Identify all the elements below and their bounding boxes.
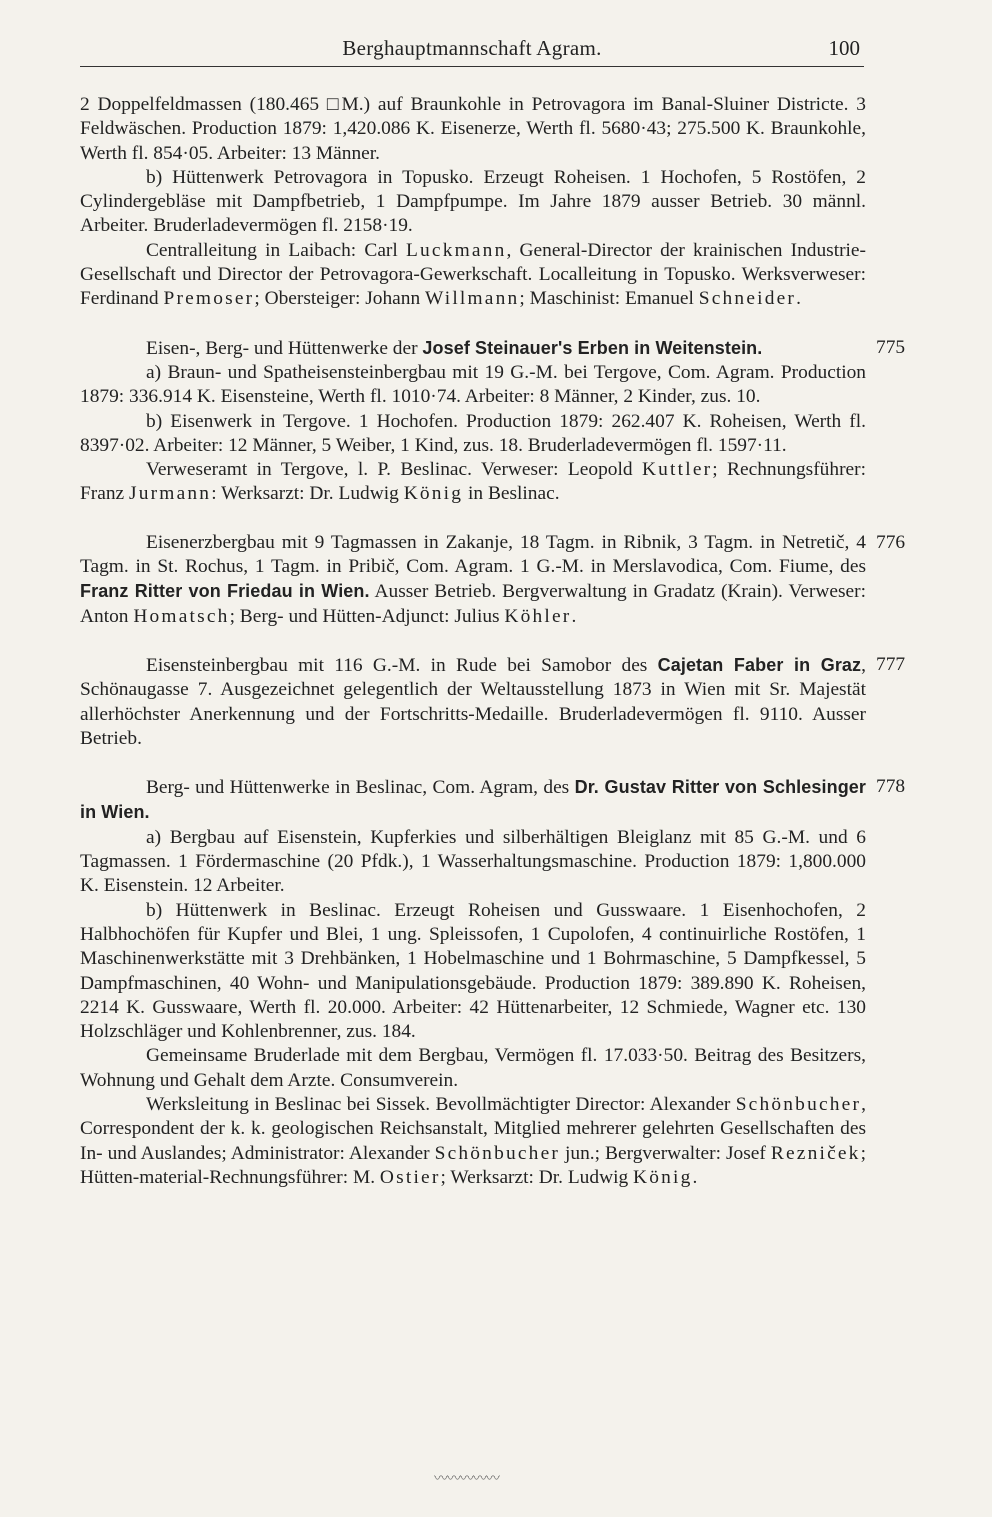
paragraph xyxy=(80,1093,866,1190)
text: ; Hütten-material-Rechnungsführer: M. xyxy=(80,1142,866,1188)
person-name: Köhler xyxy=(504,605,572,627)
entry-heading xyxy=(80,775,866,826)
person-name: Rezniček xyxy=(770,1142,861,1164)
text: a) Braun- und Spatheisensteinbergbau mit 19 G.-M. bei Tergove, Com. Agram. Production 1879: 336.914 K. Eisensteine, Werth fl. 1010·74. Arbeiter: 8 Männer, 2 Kinder, zus. 10. xyxy=(80,361,866,408)
text: a) Bergbau auf Eisenstein, Kupferkies und silberhältigen Bleiglanz mit 85 G.-M. und 6 Tagmassen. 1 Fördermaschine (20 Pfdk.), 1 Wasserhaltungsmaschine. Production 1879: 1,800.000 K. Eisenstein. 12 Arbeiter. xyxy=(80,826,866,897)
entry-number: 776 xyxy=(876,531,906,553)
person-name: Schönbucher xyxy=(735,1093,862,1115)
text: Gemeinsame Bruderlade mit dem Bergbau, Vermögen fl. 17.033·50. Beitrag des Besitzers, Wohnung und Gehalt dem Arzte. Consumverein. xyxy=(80,1045,866,1091)
text: b) Eisenwerk in Tergove. 1 Hochofen. Production 1879: 262.407 K. Roheisen, Werth fl. 8397·02. Arbeiter: 12 Männer, 5 Weiber, 1 Kind, zus. 18. Bruderladevermögen fl. 1597·11. xyxy=(80,410,866,456)
text: , General-Director der krainischen Industrie-Gesellschaft und Director der Petrovagora-Gewerkschaft. Localleitung in Topusko. Werksverweser: Ferdinand xyxy=(80,239,866,310)
owner-name: Dr. Gustav Ritter von Schlesinger in Wien. xyxy=(80,777,866,823)
owner-name: Cajetan Faber in Graz xyxy=(657,654,862,675)
page-body xyxy=(80,93,906,1190)
running-header xyxy=(80,36,864,67)
text: Eisen-, Berg- und Hüttenwerke der xyxy=(146,337,423,359)
text: Centralleitung in Laibach: Carl xyxy=(146,239,406,261)
text: Ausser Betrieb. Bergverwaltung in Gradatz (Krain). Verweser: Anton xyxy=(80,581,866,627)
paragraph-centralleitung xyxy=(80,239,866,312)
person-name: Jurmann xyxy=(129,483,212,505)
paragraph xyxy=(80,361,866,410)
entry-number: 777 xyxy=(876,653,906,675)
text: . xyxy=(692,1166,698,1188)
entry-775 xyxy=(80,336,906,507)
entry-778 xyxy=(80,775,906,1190)
person-name: Luckmann xyxy=(405,239,507,261)
paragraph xyxy=(80,1044,866,1093)
text: ; Maschinist: Emanuel xyxy=(519,288,699,310)
paragraph xyxy=(80,458,866,507)
entry-heading xyxy=(80,531,866,629)
text: : Werksarzt: Dr. Ludwig xyxy=(211,483,404,505)
text: , Correspondent der k. k. geologischen Reichsanstalt, Mitglied mehrerer gelehrten Gesellschaften des In- und Auslandes; Administrator: Alexander xyxy=(80,1093,866,1164)
person-name: Kuttler xyxy=(641,459,713,481)
paragraph-huettenwerk xyxy=(80,166,866,239)
text: . xyxy=(796,288,801,310)
text: ; Obersteiger: Johann xyxy=(254,288,426,310)
text: b) Hüttenwerk in Beslinac. Erzeugt Roheisen und Gusswaare. 1 Eisenhochofen, 2 Halbhochöfen für Kupfer und Blei, 1 ung. Spleissofen, 1 Cupolofen, 4 continuirliche Rostöfen, 1 Maschinenwerkstätte mit 3 Drehbänken, 1 Hobelmaschine und 1 Bohrmaschine, 5 Dampfkessel, 5 Dampfmaschinen, 40 Wohn- und Manipulationsgebäude. Production 1879: 389.890 K. Roheisen, 2214 K. Gusswaare, Werth fl. 20.000. Arbeiter: 42 Hüttenarbeiter, 12 Schmiede, Wagner etc. 130 Holzschläger und Kohlenbrenner, zus. 184. xyxy=(80,899,866,1043)
text: Eisensteinbergbau mit 116 G.-M. in Rude bei Samobor des xyxy=(146,654,658,676)
text: Eisenerzbergbau mit 9 Tagmassen in Zakanje, 18 Tagm. in Ribnik, 3 Tagm. in Netretič, 4 Tagm. in St. Rochus, 1 Tagm. in Pribič, Com. Agram. 1 G.-M. in Merslavodica, Com. Fiume, des xyxy=(80,531,866,578)
person-name: Premoser xyxy=(163,288,255,310)
paragraph-production xyxy=(80,93,866,166)
person-name: Schönbucher xyxy=(434,1142,561,1164)
person-name: Ostier xyxy=(379,1166,441,1188)
person-name: Willmann xyxy=(425,288,520,310)
text: Werksleitung in Beslinac bei Sissek. Bevollmächtigter Director: Alexander xyxy=(146,1093,736,1115)
person-name: Schneider xyxy=(698,288,797,310)
text: 2 Doppelfeldmassen (180.465 □M.) auf Braunkohle in Petrovagora im Banal-Sluiner Districte. 3 Feldwäschen. Production 1879: 1,420.086 K. Eisenerze, Werth fl. 5680·43; 275.500 K. Braunkohle, Werth fl. 854·05. Arbeiter: 13 Männer. xyxy=(80,94,866,164)
text: . xyxy=(571,605,577,627)
header-title: Berghauptmannschaft Agram. xyxy=(342,36,602,60)
paragraph xyxy=(80,410,866,459)
paragraph xyxy=(80,826,866,899)
paragraph xyxy=(80,899,866,1045)
text: b) Hüttenwerk Petrovagora in Topusko. Erzeugt Roheisen. 1 Hochofen, 5 Rostöfen, 2 Cylindergebläse mit Dampfbetrieb, 1 Dampfpumpe. Im Jahre 1879 ausser Betrieb. 30 männl. Arbeiter. Bruderladevermögen fl. 2158·19. xyxy=(80,166,866,237)
entry-777 xyxy=(80,653,906,751)
entry-776 xyxy=(80,531,906,629)
text: in Beslinac. xyxy=(463,483,560,505)
end-ornament: 〰〰〰〰〰 xyxy=(434,1472,499,1487)
entry-number: 775 xyxy=(876,336,906,358)
person-name: Homatsch xyxy=(133,605,230,627)
owner-name: Franz Ritter von Friedau in Wien. xyxy=(80,581,370,602)
text: Verweseramt in Tergove, l. P. Beslinac. Verweser: Leopold xyxy=(146,459,642,481)
text: ; Werksarzt: Dr. Ludwig xyxy=(440,1166,634,1188)
text: ; Rechnungsführer: Franz xyxy=(80,459,866,505)
page-number: 100 xyxy=(828,36,860,60)
text: jun.; Bergverwalter: Josef xyxy=(560,1142,771,1164)
entry-number: 778 xyxy=(876,776,906,798)
person-name: König xyxy=(633,1166,693,1188)
person-name: König xyxy=(403,483,464,505)
entry-heading xyxy=(80,336,866,361)
text: ; Berg- und Hütten-Adjunct: Julius xyxy=(229,605,505,627)
owner-name: Josef Steinauer's Erben in Weitenstein. xyxy=(422,337,763,358)
text: Berg- und Hüttenwerke in Beslinac, Com. Agram, des xyxy=(146,777,575,799)
entry-heading xyxy=(80,653,866,751)
text: , Schönaugasse 7. Ausgezeichnet gelegentlich der Weltausstellung 1873 in Wien mit Sr. Majestät allerhöchster Anerkennung und der Fortschritts-Medaille. Bruderladevermögen fl. 9110. Ausser Betrieb. xyxy=(80,654,866,749)
